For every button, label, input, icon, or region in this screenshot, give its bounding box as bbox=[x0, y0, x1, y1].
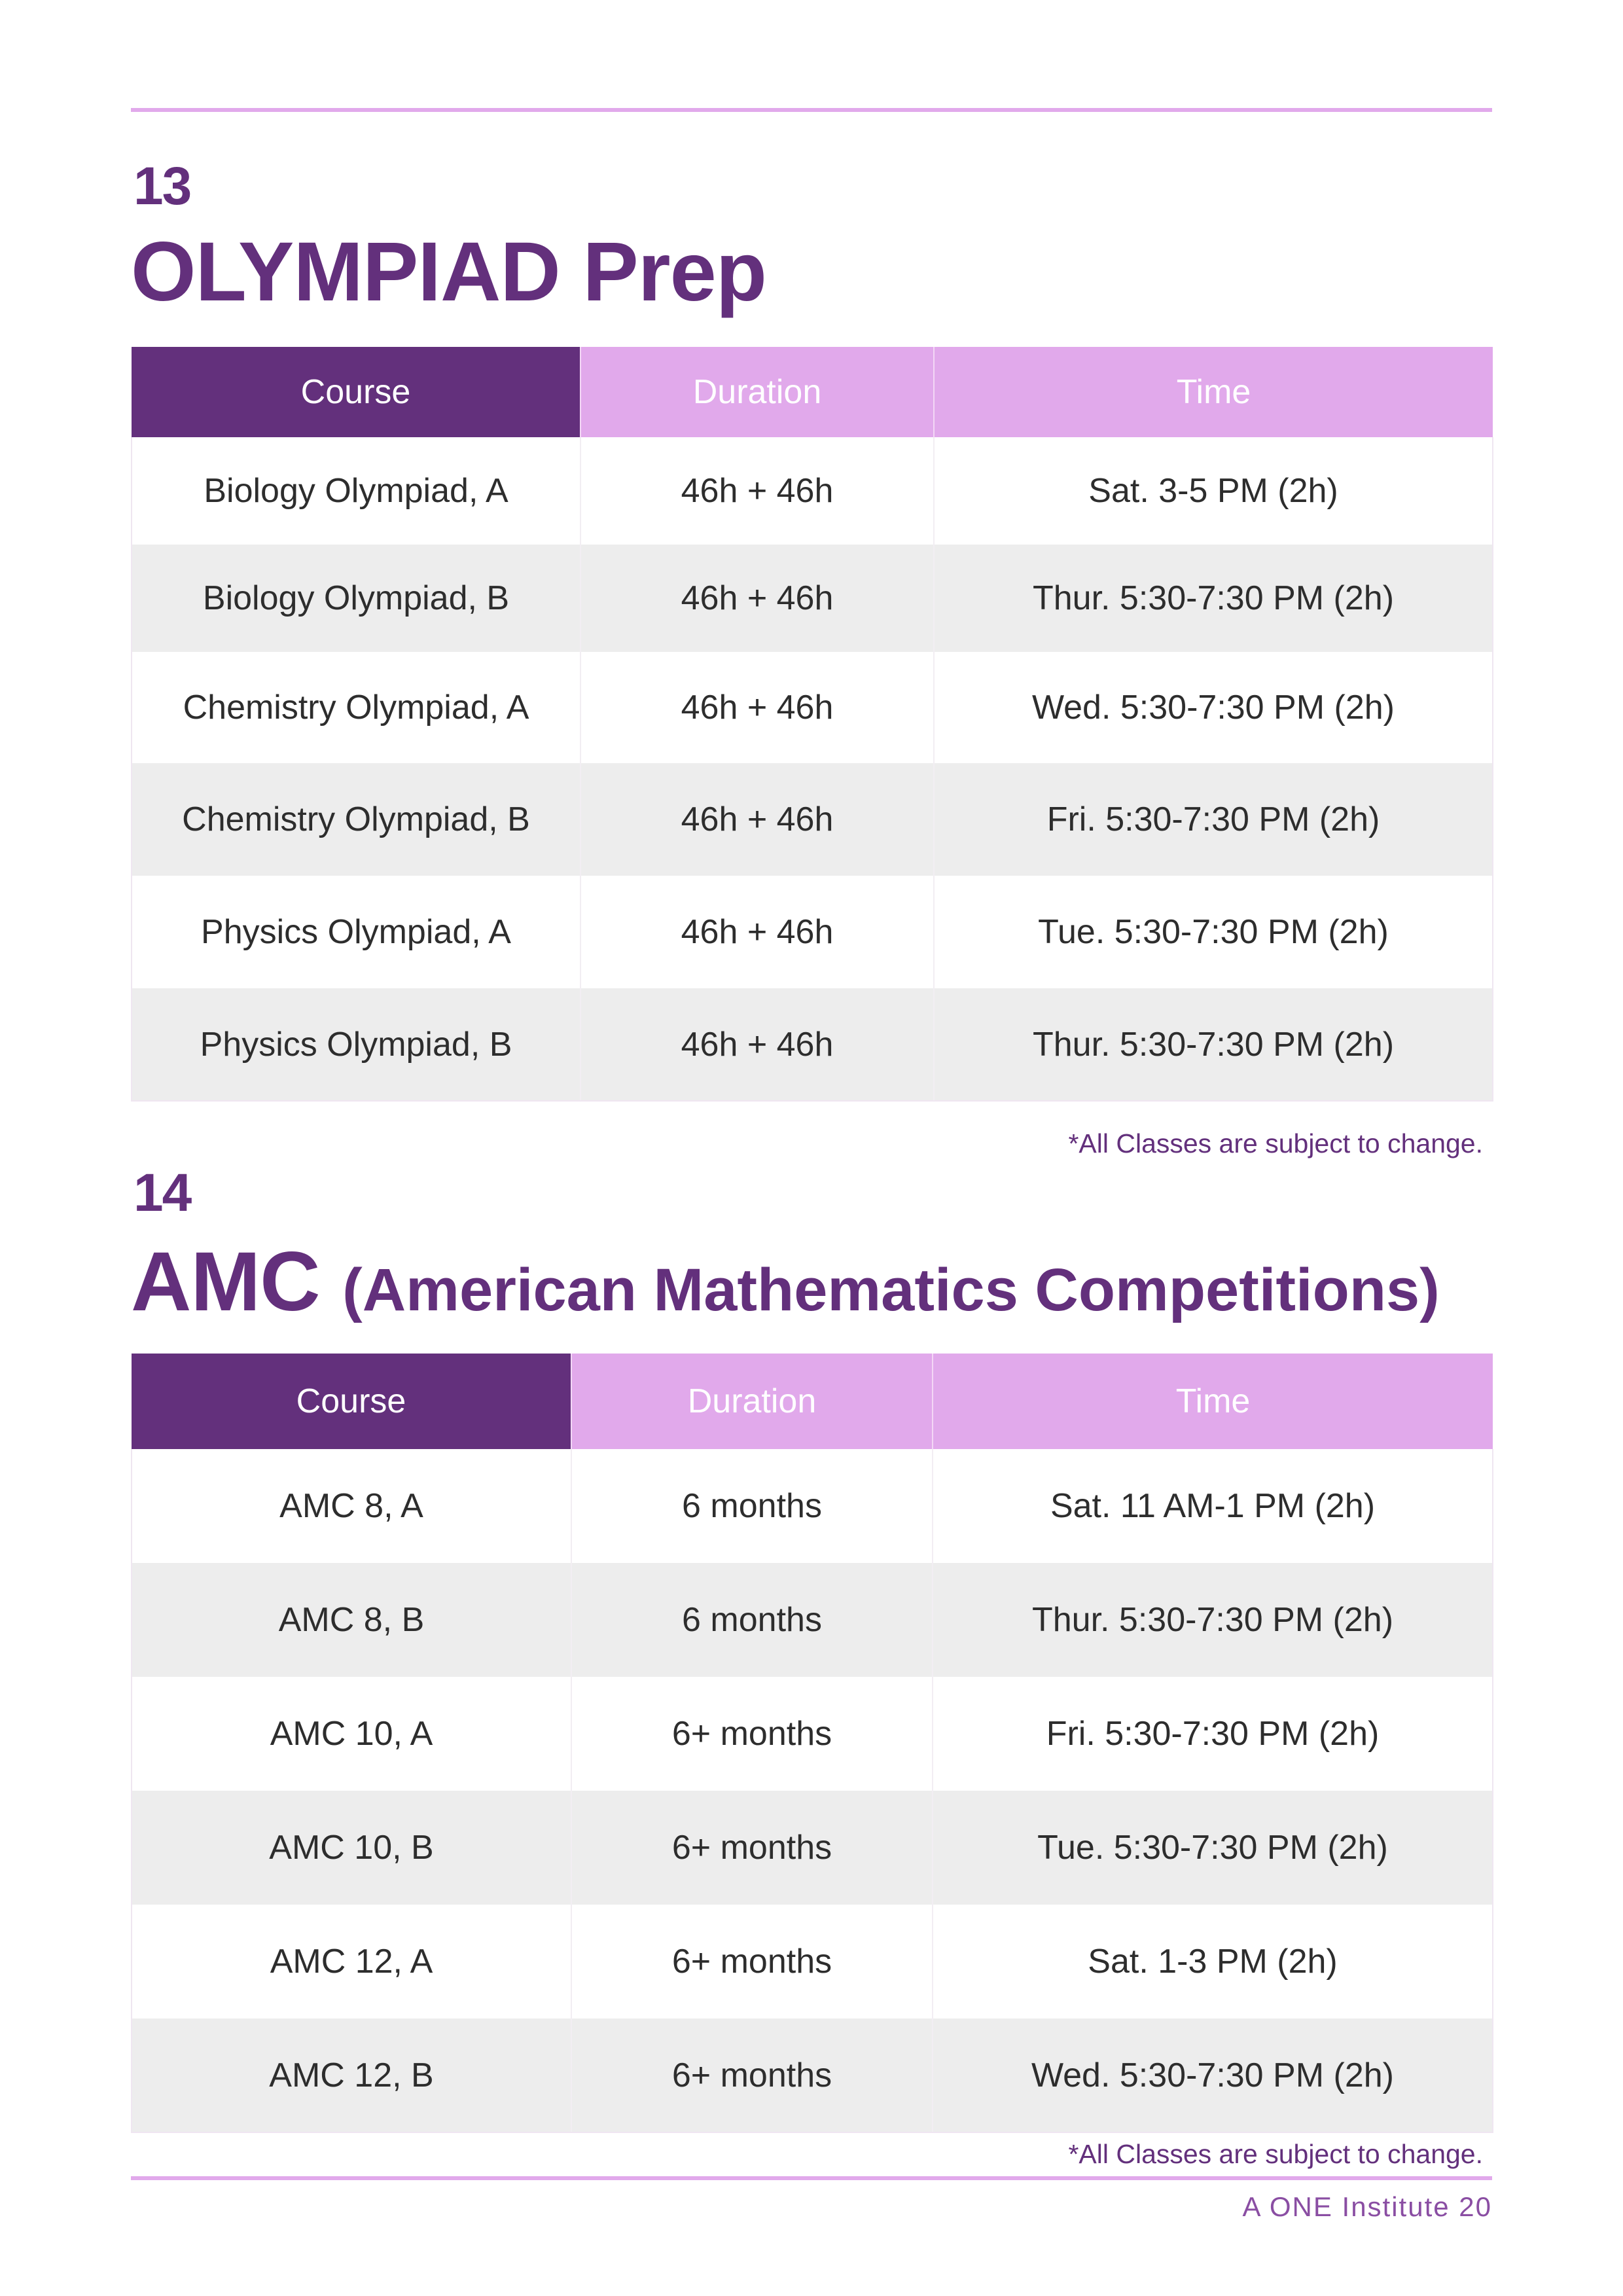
duration-cell: 6 months bbox=[571, 1563, 933, 1677]
header-course: Course bbox=[132, 347, 580, 437]
section-title bbox=[131, 1235, 1440, 1329]
duration-cell: 46h + 46h bbox=[580, 652, 934, 763]
section-title-main: OLYMPIAD Prep bbox=[131, 225, 766, 319]
course-cell: Biology Olympiad, B bbox=[132, 545, 580, 652]
time-cell: Thur. 5:30-7:30 PM (2h) bbox=[934, 545, 1493, 652]
page-footer: A ONE Institute 20 bbox=[1242, 2191, 1492, 2222]
duration-cell: 46h + 46h bbox=[580, 988, 934, 1101]
table-row bbox=[132, 1791, 1493, 1905]
course-cell: Chemistry Olympiad, B bbox=[132, 763, 580, 876]
table-row bbox=[132, 1449, 1493, 1563]
course-cell: Chemistry Olympiad, A bbox=[132, 652, 580, 763]
duration-cell: 46h + 46h bbox=[580, 437, 934, 545]
header-time: Time bbox=[934, 347, 1493, 437]
duration-cell: 46h + 46h bbox=[580, 545, 934, 652]
course-cell: AMC 10, B bbox=[132, 1791, 571, 1905]
duration-cell: 6+ months bbox=[571, 1791, 933, 1905]
time-cell: Tue. 5:30-7:30 PM (2h) bbox=[934, 876, 1493, 988]
duration-cell: 6+ months bbox=[571, 1677, 933, 1791]
time-cell: Wed. 5:30-7:30 PM (2h) bbox=[933, 2018, 1493, 2132]
duration-cell: 6+ months bbox=[571, 1905, 933, 2018]
table-row bbox=[132, 1563, 1493, 1677]
time-cell: Wed. 5:30-7:30 PM (2h) bbox=[934, 652, 1493, 763]
section-title-main: AMC bbox=[131, 1235, 320, 1329]
duration-cell: 6+ months bbox=[571, 2018, 933, 2132]
course-cell: Physics Olympiad, A bbox=[132, 876, 580, 988]
table-row bbox=[132, 1677, 1493, 1791]
table-header-row bbox=[132, 1354, 1493, 1449]
section-number: 13 bbox=[134, 156, 191, 216]
time-cell: Sat. 1-3 PM (2h) bbox=[933, 1905, 1493, 2018]
course-cell: AMC 12, B bbox=[132, 2018, 571, 2132]
bottom-divider bbox=[131, 2176, 1492, 2180]
time-cell: Tue. 5:30-7:30 PM (2h) bbox=[933, 1791, 1493, 1905]
duration-cell: 6 months bbox=[571, 1449, 933, 1563]
header-time: Time bbox=[933, 1354, 1493, 1449]
time-cell: Thur. 5:30-7:30 PM (2h) bbox=[933, 1563, 1493, 1677]
duration-cell: 46h + 46h bbox=[580, 876, 934, 988]
course-cell: AMC 12, A bbox=[132, 1905, 571, 2018]
course-cell: AMC 10, A bbox=[132, 1677, 571, 1791]
schedule-change-note: *All Classes are subject to change. bbox=[1068, 1128, 1483, 1158]
time-cell: Fri. 5:30-7:30 PM (2h) bbox=[933, 1677, 1493, 1791]
section-number: 14 bbox=[134, 1163, 191, 1223]
header-course: Course bbox=[132, 1354, 571, 1449]
header-duration: Duration bbox=[580, 347, 934, 437]
time-cell: Sat. 11 AM-1 PM (2h) bbox=[933, 1449, 1493, 1563]
table-row bbox=[132, 1905, 1493, 2018]
course-cell: AMC 8, A bbox=[132, 1449, 571, 1563]
duration-cell: 46h + 46h bbox=[580, 763, 934, 876]
time-cell: Fri. 5:30-7:30 PM (2h) bbox=[934, 763, 1493, 876]
section-amc bbox=[131, 0, 1492, 2186]
time-cell: Sat. 3-5 PM (2h) bbox=[934, 437, 1493, 545]
course-cell: AMC 8, B bbox=[132, 1563, 571, 1677]
amc-course-table bbox=[131, 1354, 1493, 2133]
schedule-change-note: *All Classes are subject to change. bbox=[1068, 2139, 1483, 2169]
header-duration: Duration bbox=[571, 1354, 933, 1449]
time-cell: Thur. 5:30-7:30 PM (2h) bbox=[934, 988, 1493, 1101]
course-cell: Physics Olympiad, B bbox=[132, 988, 580, 1101]
section-title-subtitle: (American Mathematics Competitions) bbox=[342, 1257, 1440, 1323]
course-cell: Biology Olympiad, A bbox=[132, 437, 580, 545]
table-row bbox=[132, 2018, 1493, 2132]
